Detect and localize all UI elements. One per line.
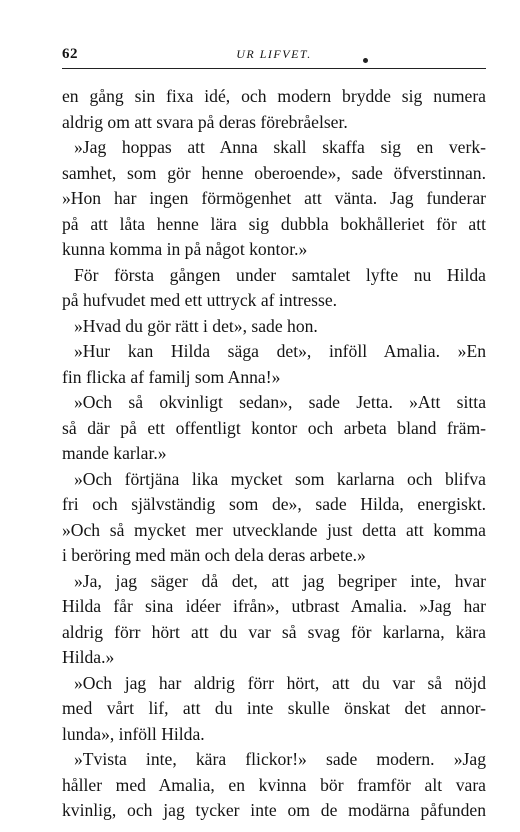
text-line: fri och självständig som de», sade Hilda, energiskt. [62,494,486,514]
text-line: Hilda får sina idéer ifrån», utbrast Amalia. »Jag har [62,596,486,616]
text-line: »Hvad du gör rätt i det», sade hon. [74,315,318,336]
page-header [62,40,486,70]
text-line: på hufvudet med ett uttryck af intresse. [62,290,338,310]
text-line: håller med Amalia, en kvinna bör framför alt vara [62,774,486,795]
text-line: För första gången under samtalet lyfte nu Hilda [74,264,486,285]
text-line: samhet, som gör henne oberoende», sade öfverstinnan. [62,162,486,183]
running-title: UR LIFVET. [236,47,312,61]
text-line: aldrig om att svara på deras förebråelser. [62,111,348,132]
text-line: »Tvista inte, kära flickor!» sade modern. »Jag [74,749,486,769]
page-number: 62 [62,46,78,62]
text-line: »Och så mycket mer utvecklande just detta att komma [62,519,486,540]
text-line: Hilda.» [62,647,115,667]
text-line: så där på ett offentligt kontor och arbeta bland främ- [62,417,486,438]
text-line: »Jag hoppas att Anna skall skaffa sig en verk- [74,137,486,157]
text-line: »Och så okvinligt sedan», sade Jetta. »Att sitta [74,392,486,412]
text-line: kvinlig, och jag tycker inte om de modärna påfunden [62,800,486,820]
text-line: »Hon har ingen förmögenhet att vänta. Jag funderar [62,188,486,208]
text-line: med vårt lif, att du inte skulle önskat det annor- [62,698,486,718]
text-line: på att låta henne lära sig dubbla bokhålleriet för att [62,213,486,234]
text-line: »Hur kan Hilda säga det», inföll Amalia. »En [74,341,486,361]
text-line: »Och jag har aldrig förr hört, att du var så nöjd [74,672,486,693]
text-line: fin flicka af familj som Anna!» [62,366,281,387]
text-line: i beröring med män och dela deras arbete.» [62,545,366,565]
body-text [62,84,486,824]
ink-spot [363,58,368,63]
text-line: aldrig förr hört att du var så svag för karlarna, kära [62,621,486,642]
header-rule [62,68,486,69]
text-line: en gång sin fixa idé, och modern brydde sig numera [62,86,486,106]
text-line: »Och förtjäna lika mycket som karlarna och blifva [74,468,486,489]
text-line: mande karlar.» [62,443,167,463]
text-line: lunda», inföll Hilda. [62,723,205,744]
text-line: kunna komma in på något kontor.» [62,239,308,259]
text-line: »Ja, jag säger då det, att jag begriper inte, hvar [74,570,486,591]
